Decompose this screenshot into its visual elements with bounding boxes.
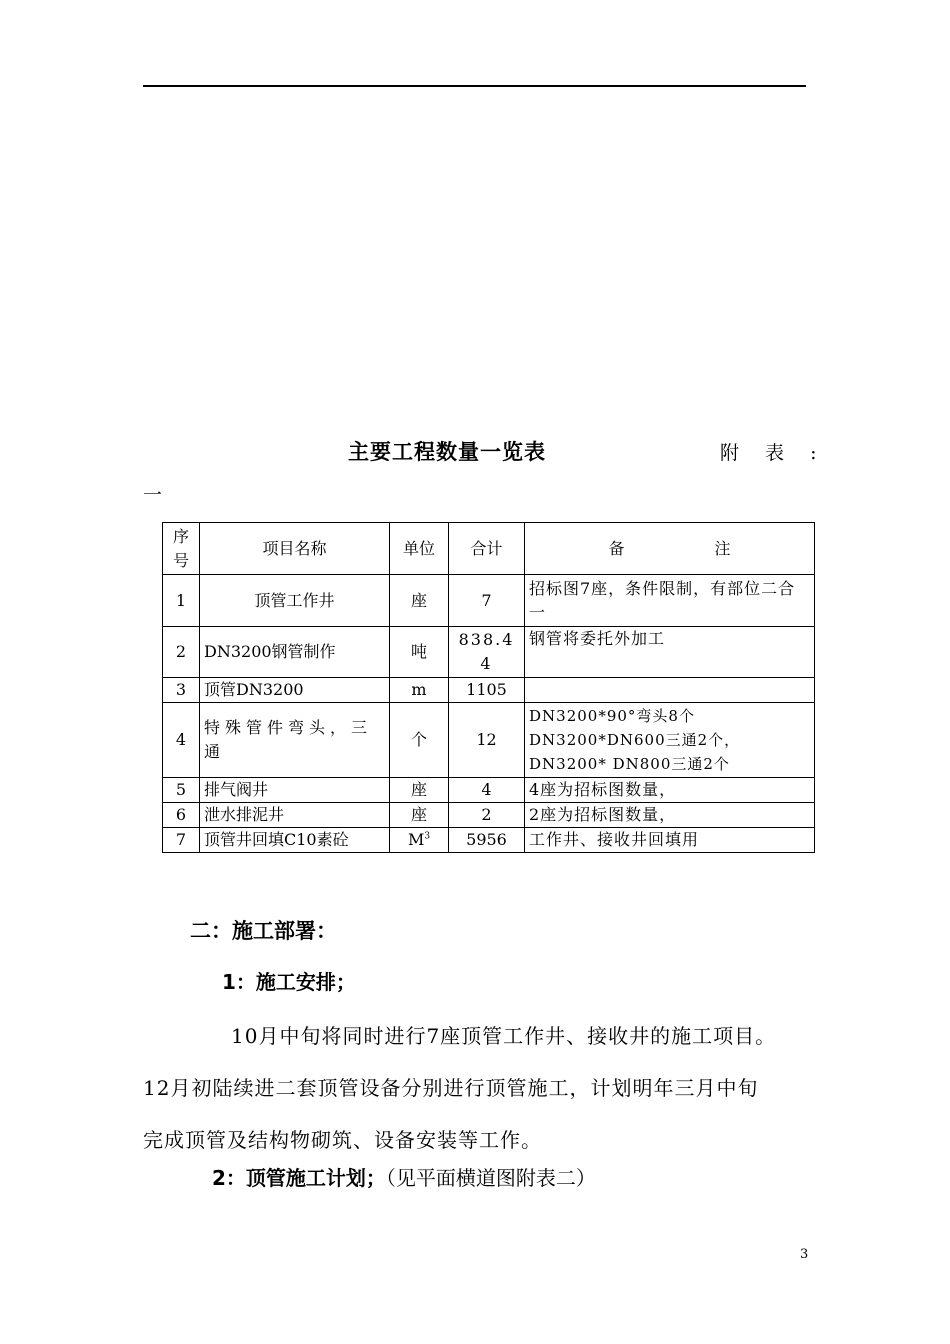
subsection-heading: 1：施工安排； [222, 970, 356, 994]
table-row [163, 828, 815, 853]
header-remark-part: 注 [714, 538, 731, 558]
paragraph-line: 12月初陆续进二套顶管设备分别进行顶管施工，计划明年三月中旬 [143, 1076, 759, 1100]
header-name: 项目名称 [200, 523, 390, 575]
cell-name: DN3200钢管制作 [200, 627, 390, 678]
subsection-heading-2-note: （见平面横道图附表二） [385, 1166, 596, 1190]
cell-name: 顶管DN3200 [200, 678, 390, 703]
paragraph-line: 10月中旬将同时进行7座顶管工作井、接收井的施工项目。 [231, 1024, 777, 1048]
cell-no: 7 [163, 828, 200, 853]
cell-no: 6 [163, 803, 200, 828]
page-number: 3 [800, 1247, 809, 1262]
cell-unit: 座 [390, 575, 449, 627]
cell-total: 2 [449, 803, 525, 828]
header-remark-part: 备 [608, 538, 625, 558]
subsection-heading-2 [212, 1162, 596, 1191]
table-row [163, 575, 815, 627]
cell-no: 1 [163, 575, 200, 627]
cell-total: 12 [449, 703, 525, 778]
unit-superscript: 3 [424, 831, 431, 842]
cell-total: 838.44 [449, 627, 525, 678]
cell-total: 7 [449, 575, 525, 627]
appendix-label-continued: 一 [143, 484, 163, 506]
body-paragraph [143, 1010, 823, 1166]
table-row [163, 678, 815, 703]
header-unit: 单位 [390, 523, 449, 575]
cell-no: 5 [163, 778, 200, 803]
header-rule [143, 85, 806, 87]
cell-no: 4 [163, 703, 200, 778]
table-row [163, 627, 815, 678]
cell-name: 排气阀井 [200, 778, 390, 803]
paragraph-line: 完成顶管及结构物砌筑、设备安装等工作。 [143, 1128, 542, 1152]
subsection-heading-2-title: 2：顶管施工计划； [212, 1166, 386, 1190]
appendix-label: 附 表 : [720, 442, 827, 464]
cell-no: 2 [163, 627, 200, 678]
header-no: 序号 [163, 523, 200, 575]
header-remark [525, 523, 815, 575]
cell-total: 1105 [449, 678, 525, 703]
cell-remark: 工作井、接收井回填用 [525, 828, 815, 853]
cell-total: 4 [449, 778, 525, 803]
table-title: 主要工程数量一览表 [348, 440, 546, 464]
section-heading: 二：施工部署： [190, 919, 337, 943]
cell-remark: 2座为招标图数量， [525, 803, 815, 828]
cell-unit: 座 [390, 803, 449, 828]
cell-no: 3 [163, 678, 200, 703]
cell-unit: 个 [390, 703, 449, 778]
cell-unit [390, 828, 449, 853]
table-row [163, 778, 815, 803]
cell-unit: m [390, 678, 449, 703]
cell-name: 泄水排泥井 [200, 803, 390, 828]
cell-remark: 4座为招标图数量， [525, 778, 815, 803]
table-row [163, 803, 815, 828]
cell-remark [525, 678, 815, 703]
cell-name: 顶管井回填C10素砼 [200, 828, 390, 853]
cell-remark: 招标图7座，条件限制，有部位二合一 [525, 575, 815, 627]
cell-remark: DN3200*90°弯头8个 DN3200*DN600三通2个，DN3200* DN800三通2个 [525, 703, 815, 778]
cell-name: 顶管工作井 [200, 575, 390, 627]
cell-name: 特殊管件弯头，三通 [200, 703, 390, 778]
header-total: 合计 [449, 523, 525, 575]
cell-total: 5956 [449, 828, 525, 853]
cell-remark: 钢管将委托外加工 [525, 627, 815, 678]
cell-unit: 吨 [390, 627, 449, 678]
table-row [163, 703, 815, 778]
table-header-row [163, 523, 815, 575]
cell-unit: 座 [390, 778, 449, 803]
unit-text: M [407, 830, 425, 849]
quantity-table [162, 522, 815, 853]
